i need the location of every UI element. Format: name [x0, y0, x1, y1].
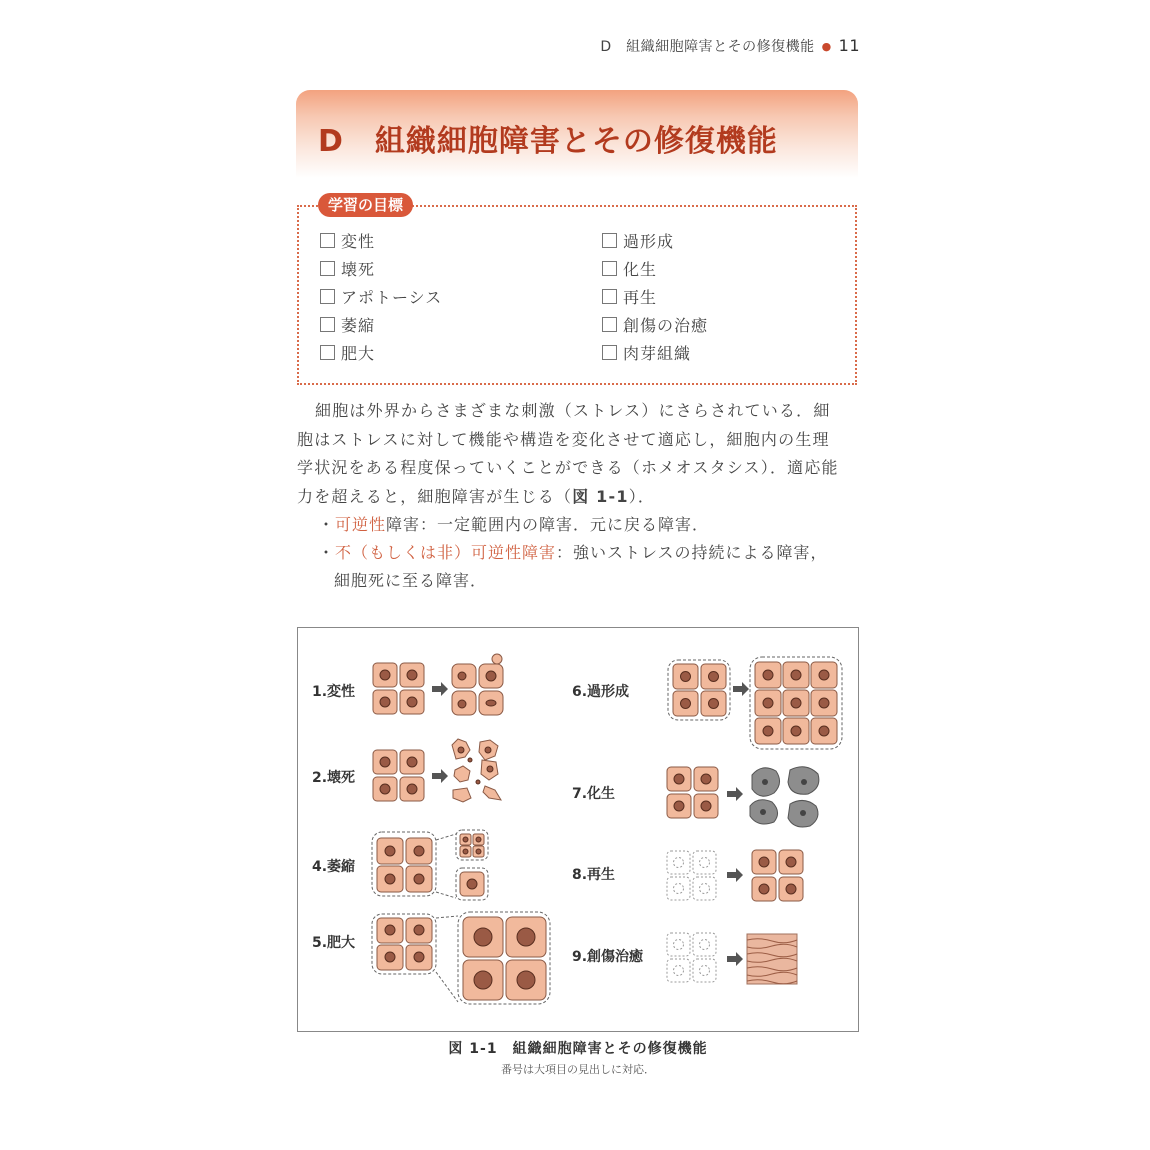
term-reversible: 可逆性: [335, 515, 387, 534]
figure-label-metaplasia: 7.化生: [572, 786, 616, 802]
hyperplasia-normal-cells: [673, 664, 726, 716]
arrow-icon: [727, 868, 743, 882]
wound-healing-scar-tissue: [747, 934, 797, 984]
goal-item[interactable]: アポトーシス: [320, 285, 442, 308]
wound-healing-lost-cells: [667, 933, 716, 982]
figure-label-regeneration: 8.再生: [572, 867, 616, 883]
figure-reference[interactable]: 図 1-1: [572, 486, 629, 506]
goal-item[interactable]: 萎縮: [320, 313, 375, 336]
goal-item[interactable]: 肥大: [320, 341, 375, 364]
goal-item[interactable]: 過形成: [602, 229, 674, 252]
goal-item[interactable]: 壊死: [320, 257, 375, 280]
arrow-icon: [727, 787, 743, 801]
figure-label-atrophy: 4.萎縮: [312, 859, 356, 875]
regeneration-lost-cells: [667, 851, 716, 900]
goal-item[interactable]: 再生: [602, 285, 657, 308]
figure-label-necrosis: 2.壊死: [312, 770, 356, 786]
atrophy-reduced-cells: [460, 872, 484, 896]
goal-item[interactable]: 創傷の治癒: [602, 313, 708, 336]
arrow-icon: [733, 682, 749, 696]
body-line: 細胞は外界からさまざまな刺激（ストレス）にさらされている．細: [315, 401, 831, 420]
learning-goals-tag: 学習の目標: [318, 193, 413, 217]
arrow-icon: [432, 682, 448, 696]
running-title: D 組織細胞障害とその修復機能: [600, 39, 815, 55]
figure-caption-note: 番号は大項目の見出しに対応．: [501, 1063, 655, 1076]
hypertrophy-enlarged-cells: [463, 917, 546, 1000]
bullet-item: ・可逆性障害：一定範囲内の障害．元に戻る障害．: [318, 515, 710, 534]
figure-label-hyperplasia: 6.過形成: [572, 684, 630, 700]
goal-item[interactable]: 肉芽組織: [602, 341, 691, 364]
necrosis-fragmented-cells: [452, 739, 501, 802]
arrow-icon: [432, 769, 448, 783]
hyperplasia-increased-cells: [755, 662, 837, 744]
atrophy-shrunk-cells: [460, 834, 484, 857]
figure-label-hypertrophy: 5.肥大: [312, 935, 356, 951]
regeneration-new-cells: [752, 850, 803, 901]
page-number: 11: [838, 36, 860, 55]
arrow-icon: [727, 952, 743, 966]
body-line: 胞はストレスに対して機能や構造を変化させて適応し，細胞内の生理: [297, 429, 830, 449]
bullet-item: ・不（もしくは非）可逆性障害：強いストレスの持続による障害，: [318, 543, 828, 562]
bullet-continuation: 細胞死に至る障害．: [334, 571, 488, 590]
metaplasia-changed-cells: [750, 767, 819, 827]
term-irreversible: 不（もしくは非）可逆性障害: [335, 543, 557, 562]
atrophy-normal-cells: [377, 838, 432, 892]
degeneration-normal-cells: [373, 663, 424, 714]
figure-label-degeneration: 1.変性: [312, 684, 356, 700]
goal-item[interactable]: 化生: [602, 257, 657, 280]
hypertrophy-normal-cells: [377, 918, 432, 970]
figure-caption: 図 1-1 組織細胞障害とその修復機能: [448, 1041, 708, 1057]
necrosis-normal-cells: [373, 750, 424, 801]
figure-label-wound-healing: 9.創傷治癒: [572, 949, 644, 965]
degeneration-damaged-cells: [452, 654, 503, 715]
body-line: 力を超えると，細胞障害が生じる（図 1-1）．: [297, 486, 656, 506]
bullet-dot-icon: ●: [821, 40, 832, 53]
metaplasia-normal-cells: [667, 767, 718, 818]
body-line: 学状況をある程度保っていくことができる（ホメオスタシス）．適応能: [297, 458, 839, 477]
goal-item[interactable]: 変性: [320, 229, 375, 252]
section-title: D 組織細胞障害とその修復機能: [318, 124, 778, 159]
